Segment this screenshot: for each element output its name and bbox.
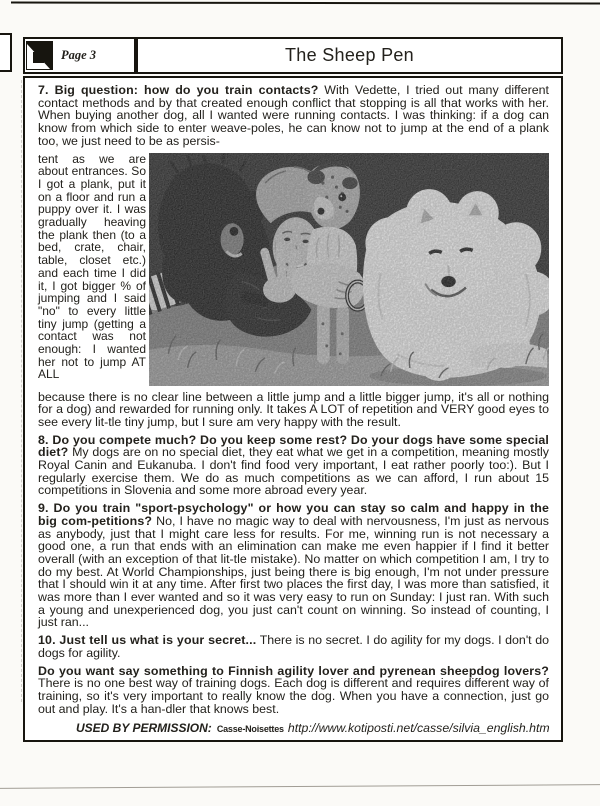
q9-answer: No, I have no magic way to deal with nervousness, I'm just as nervous as anybody, just that I might care less for results. For me, winning run is not necessary a good one, a run that ends with an elimination can make me even happier if I find it better overall (with an exception of that lit-tle mistake). No matter on which competition I am, I try to do my best. At World Championships, just being there is big enough, I'm not under pressure that I should win it at any time. After first two places the first day, I was more than satisfied, it was more than I ever wanted and so it was very easy to run on Sunday: I just ran. With such a young and unexperienced dog, you just can't count on winning. So instead of counting, I just ran... — [38, 513, 549, 630]
permission-line — [76, 722, 549, 736]
photo-illustration — [149, 153, 549, 386]
newsletter-title: The Sheep Pen — [285, 45, 414, 65]
q7-answer-intro: With Vedette, I tried out many different contact methods and by that created enough conflict that stopping is all that works with her. When buying another dog, all I wanted were running contacts. I was thinking: if a dog can know from which side to enter weave-poles, he can know not to jump at the end of a plank too, we just need to be as persis- — [38, 83, 549, 148]
article-body — [23, 76, 563, 742]
q7-paragraph — [38, 84, 549, 148]
q8-answer: My dogs are on no special diet, they eat what we get in a competition, meaning mostly Royal Canin and Eukanuba. I don't find food very important, I eat rather poorly too:). But I regularly exercise them. We do as much competitions as we can afford, I run about 15 competitions in Slovenia and some more abroad every year. — [38, 445, 549, 498]
q9-paragraph — [38, 502, 549, 629]
final-question: Do you want say something to Finnish agility lover and pyrenean sheepdog lovers? — [38, 663, 549, 678]
permission-label: USED BY PERMISSION: — [76, 721, 212, 736]
q8-paragraph — [38, 434, 549, 498]
q10-answer: There is no secret. I do agility for my dogs. I don't do dogs for agility. — [38, 633, 550, 660]
scan-left-edge-artifact — [0, 33, 12, 72]
page-label-box — [23, 37, 136, 74]
scan-top-edge-line — [11, 1, 600, 4]
newsletter-logo-icon — [26, 41, 53, 70]
permission-url: http://www.kotiposti.net/casse/silvia_english.htm — [287, 721, 550, 736]
q7-photo-row — [38, 153, 549, 386]
q10-question: 10. Just tell us what is your secret... — [38, 633, 257, 648]
q10-paragraph — [38, 634, 549, 659]
newsletter-title-box — [136, 37, 563, 74]
q7-answer-wrap-column: tent as we are about entrances. So I got a plank, put it on a floor and run a puppy over it. I was gradually heaving the plank then (to a bed, crate, chair, table, closet etc.) and each time I did it, I got bigger % of jumping and I said "no" to every little tiny jump (getting a contact was not enough: I wanted her not to jump AT ALL — [38, 151, 146, 382]
q9-question: 9. Do you train "sport-psychology" or how you can stay so calm and happy in the big com-petitions? — [38, 501, 549, 528]
scan-fold-line — [21, 80, 22, 702]
photo-woman-with-dogs — [149, 153, 549, 386]
q7-question: 7. Big question: how do you train contacts? — [38, 83, 319, 97]
q8-question: 8. Do you compete much? Do you keep some rest? Do your dogs have some special diet? — [38, 432, 549, 460]
page-number-label: Page 3 — [61, 48, 97, 62]
final-answer: There is no one best way of training dogs. Each dog is different and requires different way of training, so it's very important to really know the dog. When you have a connection, just go out and play. It's a han-dler that knows best. — [38, 676, 549, 716]
q7-answer-below-photo: because there is no clear line between a little jump and a little bigger jump, it's all or nothing for a dog) and rewarded for running only. It takes A LOT of repetition and VERY good eyes to see every lit-tle tiny jump, but I sure am very happy with the result. — [38, 389, 549, 429]
permission-source: Casse-Noisettes — [216, 724, 284, 735]
final-paragraph — [38, 665, 549, 716]
photo-grain — [149, 153, 549, 386]
scan-bottom-edge-line — [0, 784, 600, 789]
